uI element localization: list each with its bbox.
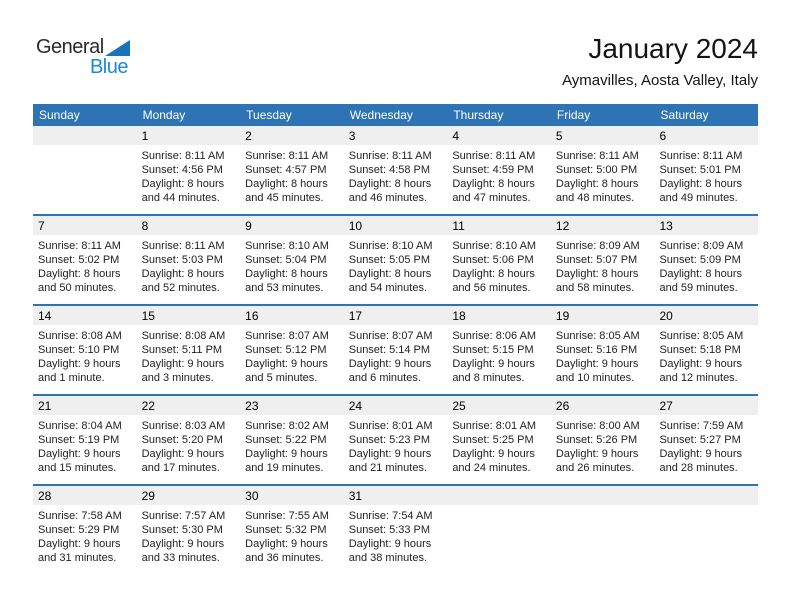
day-number: 14 [33,306,137,325]
sunrise-text: Sunrise: 8:09 AM [555,240,640,252]
sunrise-text: Sunrise: 8:11 AM [141,150,225,162]
sunrise-text: Sunrise: 8:11 AM [659,150,743,162]
day-info [344,505,448,565]
day-number: 25 [447,396,551,415]
daylight-text: Daylight: 9 hours and 33 minutes. [141,538,225,564]
weekday-sunday: Sunday [39,108,80,122]
weekday-saturday: Saturday [660,108,709,122]
day-number: 15 [137,306,241,325]
day-cell [447,126,551,214]
daylight-text: Daylight: 8 hours and 50 minutes. [38,268,121,294]
day-cell [447,306,551,394]
sunrise-text: Sunrise: 8:05 AM [555,330,640,342]
sunset-text: Sunset: 5:23 PM [348,434,431,446]
sunset-text: Sunset: 4:58 PM [348,164,431,176]
sunrise-text: Sunrise: 8:07 AM [245,330,329,342]
day-info [137,415,241,475]
sunset-text: Sunset: 5:00 PM [555,164,638,176]
daylight-text: Daylight: 8 hours and 47 minutes. [452,178,535,204]
sunrise-text: Sunrise: 8:07 AM [348,330,433,342]
day-number: 7 [33,216,137,235]
sunset-text: Sunset: 5:25 PM [452,434,534,446]
day-number: 30 [240,486,344,505]
sunset-text: Sunset: 4:57 PM [245,164,327,176]
day-info [447,235,551,295]
daylight-text: Daylight: 9 hours and 36 minutes. [245,538,328,564]
day-number-empty [33,126,137,145]
day-number-empty [447,486,551,505]
week-row [33,304,758,394]
day-cell [654,306,758,394]
day-info [240,325,344,385]
page-title: January 2024 [588,33,758,64]
day-number: 5 [551,126,655,145]
daylight-text: Daylight: 8 hours and 54 minutes. [348,268,432,294]
day-info [240,415,344,475]
calendar-grid [33,126,758,574]
sunrise-text: Sunrise: 8:11 AM [452,150,536,162]
daylight-text: Daylight: 9 hours and 31 minutes. [38,538,121,564]
daylight-text: Daylight: 8 hours and 53 minutes. [245,268,328,294]
day-number: 17 [344,306,448,325]
daylight-text: Daylight: 9 hours and 6 minutes. [348,358,432,384]
day-number: 24 [344,396,448,415]
sunset-text: Sunset: 5:22 PM [245,434,327,446]
day-info [33,325,137,385]
day-cell-empty [447,486,551,574]
day-cell [654,126,758,214]
day-info [33,415,137,475]
day-cell [137,396,241,484]
day-number: 31 [344,486,448,505]
day-number: 3 [344,126,448,145]
day-info [447,325,551,385]
day-cell [137,126,241,214]
day-number-empty [654,486,758,505]
day-number: 10 [344,216,448,235]
day-cell [447,396,551,484]
day-info [654,235,758,295]
sunset-text: Sunset: 5:19 PM [38,434,120,446]
day-info [447,415,551,475]
day-cell [551,216,655,304]
sunrise-text: Sunrise: 8:11 AM [348,150,432,162]
sunset-text: Sunset: 5:11 PM [141,344,223,356]
sunrise-text: Sunrise: 8:04 AM [38,420,122,432]
daylight-text: Daylight: 9 hours and 38 minutes. [348,538,432,564]
daylight-text: Daylight: 8 hours and 44 minutes. [141,178,225,204]
day-cell [240,396,344,484]
day-number: 27 [654,396,758,415]
day-info [344,235,448,295]
day-info [551,325,655,385]
day-number: 6 [654,126,758,145]
sunrise-text: Sunrise: 7:59 AM [659,420,744,432]
daylight-text: Daylight: 9 hours and 10 minutes. [555,358,639,384]
day-cell [137,306,241,394]
logo-text-blue: Blue [89,56,128,78]
day-cell [344,486,448,574]
day-info [137,145,241,205]
day-info [344,415,448,475]
sunrise-text: Sunrise: 8:11 AM [38,240,121,252]
day-cell [33,396,137,484]
daylight-text: Daylight: 8 hours and 49 minutes. [659,178,743,204]
day-number: 21 [33,396,137,415]
day-cell [551,306,655,394]
daylight-text: Daylight: 8 hours and 58 minutes. [555,268,639,294]
day-cell [344,306,448,394]
sunrise-text: Sunrise: 8:05 AM [659,330,744,342]
sunset-text: Sunset: 5:33 PM [348,524,431,536]
sunrise-text: Sunrise: 8:11 AM [555,150,639,162]
daylight-text: Daylight: 9 hours and 8 minutes. [452,358,535,384]
weekday-monday: Monday [142,108,186,122]
day-info [344,325,448,385]
week-row [33,214,758,304]
daylight-text: Daylight: 9 hours and 5 minutes. [245,358,328,384]
day-number: 9 [240,216,344,235]
day-number: 4 [447,126,551,145]
sunset-text: Sunset: 5:18 PM [659,344,741,356]
day-number: 23 [240,396,344,415]
day-number: 16 [240,306,344,325]
day-number: 13 [654,216,758,235]
daylight-text: Daylight: 9 hours and 1 minute. [38,358,121,384]
sunrise-text: Sunrise: 8:01 AM [452,420,537,432]
sunrise-text: Sunrise: 7:57 AM [141,510,226,522]
day-cell [447,216,551,304]
day-info [240,145,344,205]
sunrise-text: Sunrise: 8:10 AM [245,240,329,252]
day-cell-empty [33,126,137,214]
sunset-text: Sunset: 5:09 PM [659,254,741,266]
day-cell-empty [551,486,655,574]
sunset-text: Sunset: 5:26 PM [555,434,638,446]
sunset-text: Sunset: 5:01 PM [659,164,741,176]
day-cell [33,216,137,304]
daylight-text: Daylight: 9 hours and 19 minutes. [245,448,328,474]
day-number: 1 [137,126,241,145]
day-number: 29 [137,486,241,505]
sunrise-text: Sunrise: 8:11 AM [245,150,329,162]
day-number: 8 [137,216,241,235]
sunrise-text: Sunrise: 8:11 AM [141,240,225,252]
day-cell [344,126,448,214]
sunset-text: Sunset: 5:14 PM [348,344,431,356]
weekday-friday: Friday [556,108,591,122]
location-subtitle: Aymavilles, Aosta Valley, Italy [562,71,758,89]
day-info [33,505,137,565]
sunset-text: Sunset: 5:10 PM [38,344,120,356]
weekday-wednesday: Wednesday [349,108,413,122]
sunset-text: Sunset: 4:59 PM [452,164,534,176]
day-cell [240,126,344,214]
daylight-text: Daylight: 9 hours and 17 minutes. [141,448,225,474]
weekday-tuesday: Tuesday [246,108,292,122]
week-row [33,484,758,574]
day-number: 18 [447,306,551,325]
sunset-text: Sunset: 5:05 PM [348,254,431,266]
sunset-text: Sunset: 5:02 PM [38,254,120,266]
sunrise-text: Sunrise: 8:09 AM [659,240,744,252]
day-cell [33,486,137,574]
daylight-text: Daylight: 9 hours and 3 minutes. [141,358,225,384]
day-info [33,235,137,295]
sunset-text: Sunset: 5:07 PM [555,254,638,266]
week-row [33,394,758,484]
daylight-text: Daylight: 9 hours and 28 minutes. [659,448,743,474]
day-cell [654,396,758,484]
day-cell [551,126,655,214]
sunrise-text: Sunrise: 7:55 AM [245,510,329,522]
day-number: 11 [447,216,551,235]
daylight-text: Daylight: 8 hours and 46 minutes. [348,178,432,204]
day-info [654,415,758,475]
day-info [654,145,758,205]
day-cell [344,216,448,304]
sunrise-text: Sunrise: 8:10 AM [452,240,537,252]
daylight-text: Daylight: 8 hours and 45 minutes. [245,178,328,204]
day-number: 26 [551,396,655,415]
day-cell-empty [654,486,758,574]
day-info [551,235,655,295]
sunset-text: Sunset: 5:32 PM [245,524,327,536]
day-cell [654,216,758,304]
day-number-empty [551,486,655,505]
title-block [562,34,758,89]
sunrise-text: Sunrise: 8:02 AM [245,420,329,432]
sunset-text: Sunset: 5:29 PM [38,524,120,536]
day-number: 12 [551,216,655,235]
weekday-header-row [33,104,758,126]
day-info [137,505,241,565]
calendar-table [33,104,758,574]
sunset-text: Sunset: 4:56 PM [141,164,223,176]
daylight-text: Daylight: 8 hours and 52 minutes. [141,268,225,294]
sunset-text: Sunset: 5:16 PM [555,344,638,356]
sunset-text: Sunset: 5:06 PM [452,254,534,266]
day-info [137,325,241,385]
day-number: 28 [33,486,137,505]
daylight-text: Daylight: 9 hours and 15 minutes. [38,448,121,474]
daylight-text: Daylight: 8 hours and 48 minutes. [555,178,639,204]
sunset-text: Sunset: 5:15 PM [452,344,534,356]
sunrise-text: Sunrise: 8:08 AM [38,330,122,342]
daylight-text: Daylight: 9 hours and 12 minutes. [659,358,743,384]
day-info [137,235,241,295]
daylight-text: Daylight: 8 hours and 56 minutes. [452,268,535,294]
day-number: 2 [240,126,344,145]
day-info [551,145,655,205]
sunrise-text: Sunrise: 8:06 AM [452,330,537,342]
sunrise-text: Sunrise: 8:03 AM [141,420,226,432]
sunset-text: Sunset: 5:30 PM [141,524,223,536]
sunset-text: Sunset: 5:20 PM [141,434,223,446]
logo [36,37,128,77]
sunset-text: Sunset: 5:12 PM [245,344,327,356]
day-cell [33,306,137,394]
daylight-text: Daylight: 9 hours and 21 minutes. [348,448,432,474]
weekday-thursday: Thursday [453,108,504,122]
day-info [240,505,344,565]
logo-text-general: General [36,36,104,58]
day-cell [240,306,344,394]
day-info [447,145,551,205]
day-cell [240,486,344,574]
sunrise-text: Sunrise: 8:00 AM [555,420,640,432]
day-cell [137,216,241,304]
sunset-text: Sunset: 5:04 PM [245,254,327,266]
day-info [654,325,758,385]
sunrise-text: Sunrise: 7:58 AM [38,510,122,522]
sunrise-text: Sunrise: 8:10 AM [348,240,433,252]
day-info [551,415,655,475]
day-number: 22 [137,396,241,415]
day-cell [240,216,344,304]
day-cell [344,396,448,484]
daylight-text: Daylight: 8 hours and 59 minutes. [659,268,743,294]
sunset-text: Sunset: 5:27 PM [659,434,741,446]
sunrise-text: Sunrise: 8:08 AM [141,330,226,342]
day-cell [137,486,241,574]
sunset-text: Sunset: 5:03 PM [141,254,223,266]
day-info [240,235,344,295]
day-cell [551,396,655,484]
sunrise-text: Sunrise: 7:54 AM [348,510,433,522]
sunrise-text: Sunrise: 8:01 AM [348,420,433,432]
daylight-text: Daylight: 9 hours and 26 minutes. [555,448,639,474]
day-number: 19 [551,306,655,325]
day-number: 20 [654,306,758,325]
day-info [344,145,448,205]
daylight-text: Daylight: 9 hours and 24 minutes. [452,448,535,474]
week-row [33,126,758,214]
